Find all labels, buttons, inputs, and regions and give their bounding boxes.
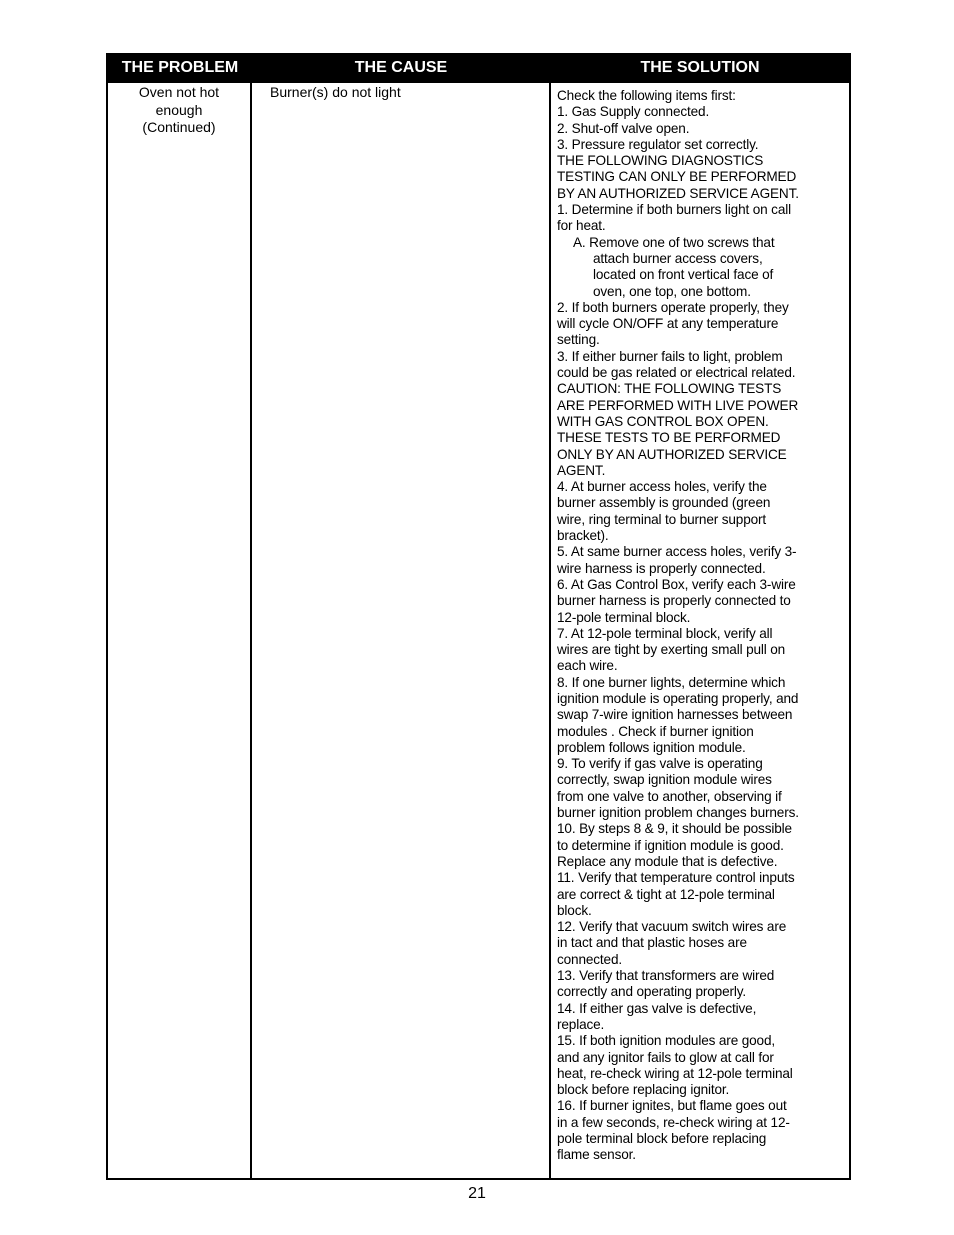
- solution-line: heat, re-check wiring at 12-pole terminal: [557, 1065, 793, 1081]
- solution-line: Check the following items first:: [557, 88, 736, 103]
- solution-line: 3. Pressure regulator set correctly.: [557, 136, 759, 152]
- solution-cell: [557, 88, 847, 1164]
- problem-line: (Continued): [142, 119, 216, 135]
- solution-line: Replace any module that is defective.: [557, 853, 778, 869]
- solution-line: modules . Check if burner ignition: [557, 723, 754, 739]
- header-solution: THE SOLUTION: [640, 59, 760, 76]
- solution-line: 1. Gas Supply connected.: [557, 104, 710, 120]
- solution-line: 1. Determine if both burners light on call: [557, 202, 791, 218]
- solution-line: and any ignitor fails to glow at call for: [557, 1049, 774, 1065]
- problem-cell: [112, 84, 246, 137]
- solution-line: could be gas related or electrical related.: [557, 365, 796, 381]
- solution-line: replace.: [557, 1016, 605, 1032]
- solution-line: 14. If either gas valve is defective,: [557, 1000, 757, 1016]
- solution-line: problem follows ignition module.: [557, 739, 746, 755]
- solution-line: to determine if ignition module is good.: [557, 837, 784, 853]
- header-problem: THE PROBLEM: [121, 59, 239, 76]
- solution-line: correctly and operating properly.: [557, 984, 746, 1000]
- solution-line: block before replacing ignitor.: [557, 1082, 730, 1098]
- solution-line: will cycle ON/OFF at any temperature: [557, 316, 779, 332]
- solution-line: A. Remove one of two screws that: [573, 234, 775, 250]
- solution-line: connected.: [557, 951, 623, 967]
- solution-line: setting.: [557, 332, 600, 348]
- solution-line: swap 7-wire ignition harnesses between: [557, 707, 793, 723]
- solution-line: ARE PERFORMED WITH LIVE POWER: [557, 397, 799, 413]
- solution-line: for heat.: [557, 218, 606, 234]
- solution-line: flame sensor.: [557, 1147, 636, 1163]
- solution-line: ONLY BY AN AUTHORIZED SERVICE: [557, 446, 787, 462]
- solution-line: each wire.: [557, 658, 618, 674]
- solution-line: attach burner access covers,: [593, 250, 763, 266]
- solution-line: WITH GAS CONTROL BOX OPEN.: [557, 413, 769, 429]
- solution-line: 16. If burner ignites, but flame goes out: [557, 1098, 787, 1114]
- solution-line: located on front vertical face of: [593, 267, 774, 283]
- problem-line: enough: [155, 101, 203, 118]
- solution-line: 10. By steps 8 & 9, it should be possible: [557, 821, 792, 837]
- solution-line: 7. At 12-pole terminal block, verify all: [557, 625, 773, 641]
- solution-line: pole terminal block before replacing: [557, 1131, 767, 1146]
- solution-line: wires are tight by exerting small pull on: [557, 642, 786, 658]
- solution-line: THESE TESTS TO BE PERFORMED: [557, 430, 781, 446]
- solution-line: oven, one top, one bottom.: [593, 283, 751, 299]
- solution-line: 12. Verify that vacuum switch wires are: [557, 919, 787, 935]
- solution-line: 3. If either burner fails to light, problem: [557, 348, 783, 364]
- solution-line: 12-pole terminal block.: [557, 609, 691, 625]
- solution-line: are correct & tight at 12-pole terminal: [557, 886, 775, 902]
- solution-line: in a few seconds, re-check wiring at 12-: [557, 1114, 790, 1130]
- page-number: 21: [468, 1185, 486, 1202]
- problem-line: Oven not hot: [138, 84, 220, 100]
- solution-line: bracket).: [557, 528, 609, 544]
- column-divider: [250, 83, 252, 1178]
- solution-line: burner ignition problem changes burners.: [557, 805, 799, 821]
- troubleshooting-table: [106, 53, 851, 1180]
- solution-line: 5. At same burner access holes, verify 3-: [557, 544, 797, 560]
- solution-line: correctly, swap ignition module wires: [557, 772, 772, 788]
- cause-cell: Burner(s) do not light: [270, 84, 401, 100]
- solution-line: burner harness is properly connected to: [557, 593, 791, 609]
- column-divider: [549, 83, 551, 1178]
- solution-line: in tact and that plastic hoses are: [557, 935, 747, 951]
- solution-line: 13. Verify that transformers are wired: [557, 968, 775, 984]
- solution-line: 2. If both burners operate properly, they: [557, 299, 789, 315]
- header-cause: THE CAUSE: [354, 59, 448, 76]
- solution-line: block.: [557, 902, 592, 918]
- solution-line: from one valve to another, observing if: [557, 788, 782, 804]
- solution-line: THE FOLLOWING DIAGNOSTICS: [557, 153, 764, 169]
- solution-line: 11. Verify that temperature control inputs: [557, 870, 795, 886]
- solution-line: 8. If one burner lights, determine which: [557, 674, 786, 690]
- solution-line: AGENT.: [557, 462, 606, 478]
- solution-line: wire harness is properly connected.: [557, 560, 766, 576]
- solution-line: wire, ring terminal to burner support: [557, 511, 767, 527]
- solution-line: burner assembly is grounded (green: [557, 495, 771, 511]
- solution-line: TESTING CAN ONLY BE PERFORMED: [557, 169, 797, 185]
- solution-line: ignition module is operating properly, and: [557, 690, 799, 706]
- solution-line: 4. At burner access holes, verify the: [557, 479, 767, 495]
- solution-line: 9. To verify if gas valve is operating: [557, 756, 763, 772]
- solution-line: BY AN AUTHORIZED SERVICE AGENT.: [557, 185, 799, 201]
- solution-line: 15. If both ignition modules are good,: [557, 1033, 775, 1049]
- solution-line: CAUTION: THE FOLLOWING TESTS: [557, 381, 782, 397]
- solution-line: 6. At Gas Control Box, verify each 3-wire: [557, 576, 796, 592]
- table-header: [108, 53, 849, 83]
- solution-line: 2. Shut-off valve open.: [557, 120, 690, 136]
